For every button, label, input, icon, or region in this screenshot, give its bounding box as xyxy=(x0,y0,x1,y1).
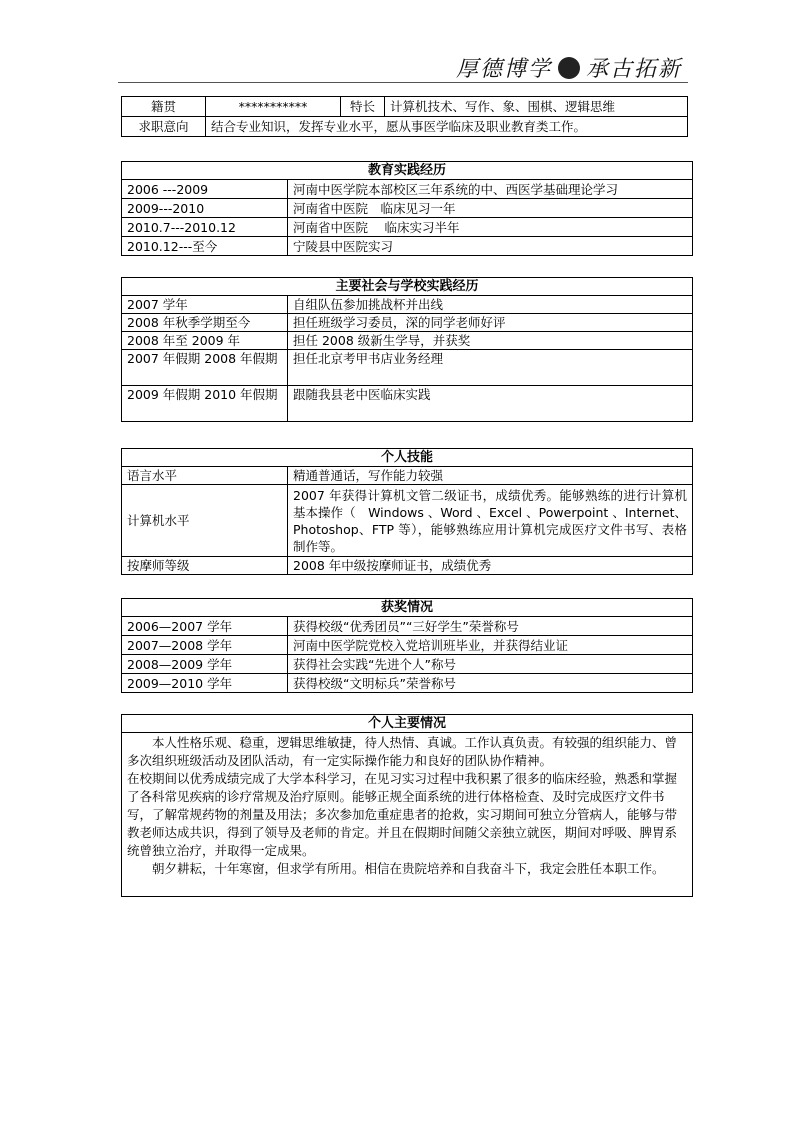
education-desc: 河南中医学院本部校区三年系统的中、西医学基础理论学习 xyxy=(288,180,693,199)
summary-body xyxy=(122,733,693,897)
social-period: 2008 年秋季学期至今 xyxy=(122,314,288,332)
award-desc: 获得社会实践“先进个人”称号 xyxy=(288,655,693,674)
page-header xyxy=(118,48,688,83)
motto-left: 厚德博学 xyxy=(455,57,552,82)
skill-label: 计算机水平 xyxy=(122,485,288,557)
education-table xyxy=(121,161,693,256)
skill-label: 按摩师等级 xyxy=(122,557,288,575)
header-motto xyxy=(456,52,682,83)
native-label: 籍贯 xyxy=(122,97,206,117)
education-desc: 河南省中医院 临床实习半年 xyxy=(288,218,693,237)
social-period: 2007 年假期 2008 年假期 xyxy=(122,350,288,386)
social-title: 主要社会与学校实践经历 xyxy=(122,278,693,296)
social-desc: 跟随我县老中医临床实践 xyxy=(288,386,693,422)
social-period: 2007 学年 xyxy=(122,296,288,314)
social-desc: 担任班级学习委员，深的同学老师好评 xyxy=(288,314,693,332)
intent-label: 求职意向 xyxy=(122,117,206,137)
award-desc: 获得校级“优秀团员”“三好学生”荣誉称号 xyxy=(288,617,693,636)
social-period: 2008 年至 2009 年 xyxy=(122,332,288,350)
award-period: 2006—2007 学年 xyxy=(122,617,288,636)
seal-icon xyxy=(558,57,580,79)
summary-paragraph: 朝夕耕耘，十年寒窗，但求学有所用。相信在贵院培养和自我奋斗下，我定会胜任本职工作。 xyxy=(152,861,665,876)
motto-right: 承古拓新 xyxy=(585,57,682,82)
skills-title: 个人技能 xyxy=(122,449,693,467)
education-desc: 宁陵县中医院实习 xyxy=(288,237,693,256)
basic-info-table xyxy=(121,96,688,137)
social-desc: 担任北京考甲书店业务经理 xyxy=(288,350,693,386)
award-desc: 河南中医学院党校入党培训班毕业，并获得结业证 xyxy=(288,636,693,655)
awards-table xyxy=(121,598,693,693)
summary-title: 个人主要情况 xyxy=(122,715,693,733)
awards-title: 获奖情况 xyxy=(122,599,693,617)
social-period: 2009 年假期 2010 年假期 xyxy=(122,386,288,422)
skill-desc: 精通普通话，写作能力较强 xyxy=(288,467,693,485)
education-period: 2009---2010 xyxy=(122,199,288,218)
skill-label: 语言水平 xyxy=(122,467,288,485)
native-value: *********** xyxy=(206,97,341,117)
social-desc: 担任 2008 级新生学导，并获奖 xyxy=(288,332,693,350)
education-period: 2010.12---至今 xyxy=(122,237,288,256)
social-table xyxy=(121,277,693,422)
award-period: 2007—2008 学年 xyxy=(122,636,288,655)
skill-desc: 2008 年中级按摩师证书，成绩优秀 xyxy=(288,557,693,575)
summary-paragraph: 在校期间以优秀成绩完成了大学本科学习，在见习实习过程中我积累了很多的临床经验，熟悉和掌握了各科常见疾病的诊疗常规及治疗原则。能够正规全面系统的进行体格检查、及时完成医疗文件书写，了解常规药物的剂量及用法；多次参加危重症患者的抢救，实习期间可独立分管病人，能够与带教老师达成共识，得到了领导及老师的肯定。并且在假期时间随父亲独立就医，期间对呼吸、脾胃系统曾独立治疗，并取得一定成果。 xyxy=(127,771,678,858)
award-desc: 获得校级“文明标兵”荣誉称号 xyxy=(288,674,693,693)
specialty-value: 计算机技术、写作、象、围棋、逻辑思维 xyxy=(385,97,688,117)
social-desc: 自组队伍参加挑战杯并出线 xyxy=(288,296,693,314)
skills-table xyxy=(121,448,693,575)
education-desc: 河南省中医院 临床见习一年 xyxy=(288,199,693,218)
education-title: 教育实践经历 xyxy=(122,162,693,180)
award-period: 2008—2009 学年 xyxy=(122,655,288,674)
skill-desc: 2007 年获得计算机文管二级证书，成绩优秀。能够熟练的进行计算机基本操作（ Windows 、Word 、Excel 、Powerpoint 、Internet、Photoshop、FTP 等），能够熟练应用计算机完成医疗文件书写、表格制作等。 xyxy=(288,485,693,557)
summary-paragraph: 本人性格乐观、稳重，逻辑思维敏捷，待人热情、真诚。工作认真负责。有较强的组织能力、曾多次组织班级活动及团队活动，有一定实际操作能力和良好的团队协作精神。 xyxy=(127,735,678,768)
summary-table xyxy=(121,714,693,897)
specialty-label: 特长 xyxy=(341,97,385,117)
education-period: 2006 ---2009 xyxy=(122,180,288,199)
award-period: 2009—2010 学年 xyxy=(122,674,288,693)
education-period: 2010.7---2010.12 xyxy=(122,218,288,237)
intent-value: 结合专业知识，发挥专业水平，愿从事医学临床及职业教育类工作。 xyxy=(206,117,688,137)
